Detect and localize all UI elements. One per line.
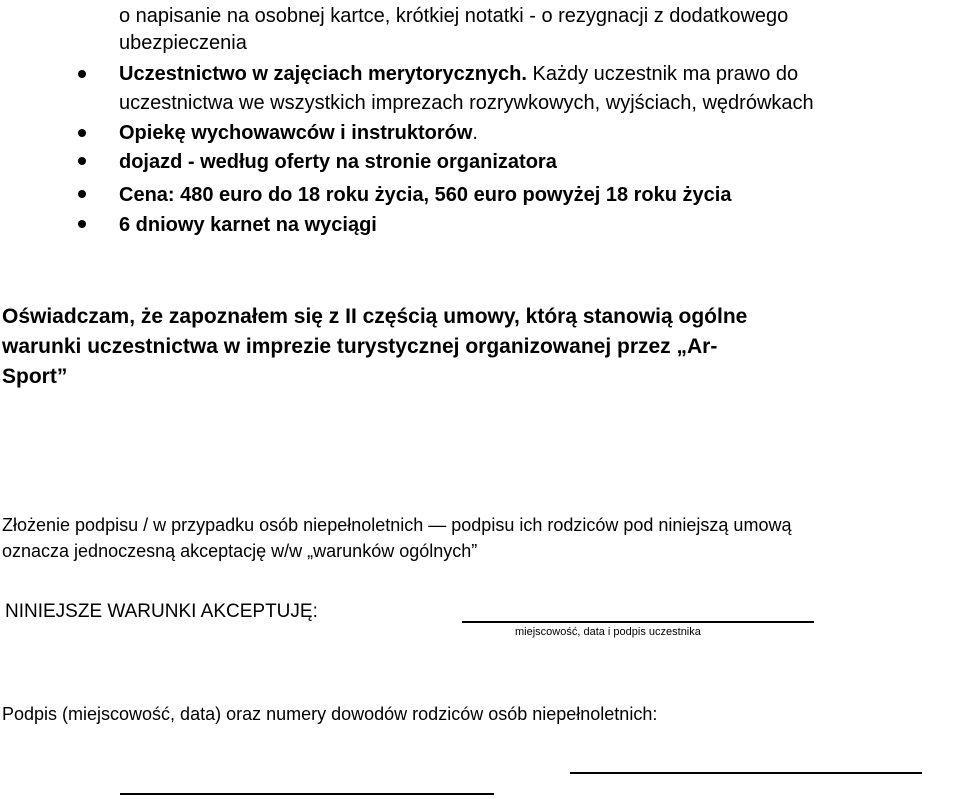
parents-signature-line-2 — [120, 793, 494, 795]
declaration-line-2: warunki uczestnictwa w imprezie turystycznej organizowanej przez „Ar- — [2, 335, 718, 358]
parents-signature-label: Podpis (miejscowość, data) oraz numery dowodów rodziców osób niepełnoletnich: — [2, 704, 658, 724]
bullet-icon — [78, 129, 86, 137]
list-item-0-line-2: ubezpieczenia — [119, 32, 247, 54]
list-item-3: dojazd - według oferty na stronie organizatora — [119, 151, 557, 173]
participant-signature-line — [462, 621, 814, 623]
bullet-icon — [78, 157, 86, 165]
list-item-4: Cena: 480 euro do 18 roku życia, 560 euro powyżej 18 roku życia — [119, 184, 732, 206]
list-item-2-rest: . — [472, 122, 478, 144]
list-item-5: 6 dniowy karnet na wyciągi — [119, 214, 377, 236]
declaration-line-1: Oświadczam, że zapoznałem się z II częścią umowy, którą stanowią ogólne — [2, 305, 748, 328]
declaration-line-3: Sport” — [2, 365, 68, 388]
participant-signature-caption: miejscowość, data i podpis uczestnika — [515, 626, 701, 638]
bullet-icon — [78, 70, 86, 78]
list-item-1-line-2: uczestnictwa we wszystkich imprezach rozrywkowych, wyjściach, wędrówkach — [119, 92, 814, 114]
list-item-2-bold: Opiekę wychowawców i instruktorów — [119, 122, 473, 144]
acceptance-label: NINIEJSZE WARUNKI AKCEPTUJĘ: — [5, 601, 318, 622]
signature-note-line-2: oznacza jednoczesną akceptację w/w „warunków ogólnych” — [2, 541, 478, 561]
list-item-1-bold: Uczestnictwo w zajęciach merytorycznych. — [119, 63, 527, 85]
list-item-0-line-1: o napisanie na osobnej kartce, krótkiej notatki - o rezygnacji z dodatkowego — [119, 5, 789, 27]
signature-note-line-1: Złożenie podpisu / w przypadku osób niepełnoletnich — podpisu ich rodziców pod niniejszą umową — [2, 515, 792, 535]
list-item-1-rest: Każdy uczestnik ma prawo do — [526, 63, 799, 85]
bullet-icon — [78, 190, 86, 198]
list-item-2 — [119, 121, 478, 145]
parents-signature-line-1 — [570, 772, 922, 774]
list-item-1-line-1 — [119, 62, 798, 86]
bullet-icon — [78, 220, 86, 228]
